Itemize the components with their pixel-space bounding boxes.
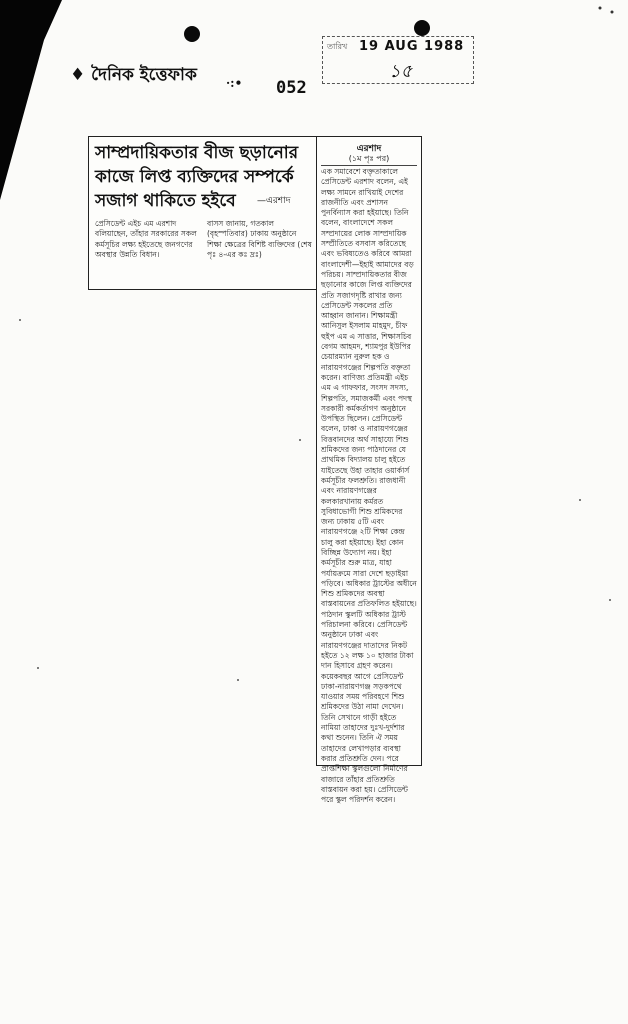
headline: সাম্প্রদায়িকতার বীজ ছড়ানোর কাজে লিপ্ত ব্যক্তিদের সম্পর্কে সজাগ থাকিতে হইবে bbox=[95, 143, 299, 211]
folio-number-text: 052 bbox=[276, 78, 307, 98]
left-column-2: বাসস জানায়, গতকাল (বৃহস্পতিবার) ঢাকায় অনুষ্ঠানে শিক্ষা ক্ষেত্রের বিশিষ্ট ব্যক্তিদের (শেষ পৃঃ ৪-এর কঃ দ্রঃ) bbox=[207, 219, 312, 259]
newspaper-name-text: দৈনিক ইত্তেফাক bbox=[91, 65, 197, 85]
left-column-1: প্রেসিডেন্ট এইচ এম এরশাদ বলিয়াছেন, তাঁহার সরকারের সকল কর্মসূচির লক্ষ্য হইতেছে জনগণের অবস্থার উন্নতি বিধান। bbox=[95, 219, 197, 259]
bullet-mark-icon: ♦ bbox=[70, 65, 92, 85]
handwritten-page-mark: ১৫ bbox=[389, 61, 413, 82]
stamp-date: 19 AUG 1988 bbox=[359, 39, 465, 54]
byline: —এরশাদ bbox=[257, 196, 291, 206]
stamp-label: তারিখ bbox=[327, 42, 348, 51]
continued-from-label: (১ম পৃঃ পর) bbox=[348, 154, 390, 163]
continuation-body: এক সমাবেশে বক্তৃতাকালে প্রেসিডেন্ট এরশাদ বলেন, এই লক্ষ্য সামনে রাখিয়াই দেশের রাজনীতি এবং প্রশাসন পুনর্বিন্যাস করা হইয়াছে। তিনি বলেন, বাংলাদেশে সকল সম্প্রদায়ের লোক সাম্প্রদায়িক সম্প্রীতিতে বসবাস করিতেছে এবং ভবিষ্যতেও করিবে আমরা বাংলাদেশী—ইহাই আমাদের বড় পরিচয়। সাম্প্রদায়িকতার বীজ ছড়ানোর কাজে লিপ্ত ব্যক্তিদের প্রতি সজাগদৃষ্টি রাখার জন্য প্রেসিডেন্ট সকলের প্রতি আহ্বান জানান। শিক্ষামন্ত্রী আনিসুল ইসলাম মাহমুদ, চীফ হুইপ এম এ সাত্তার, শিক্ষাসচিব বেগম আহমদ, শ্যামপুর ইউপির চেয়ারম্যান নুরুল হক ও নারায়ণগঞ্জের শিল্পপতি বক্তৃতা করেন। বাণিজ্য প্রতিমন্ত্রী এইচ এম এ গাফফার, সংসদ সদস্য, শিল্পপতি, সমাজকর্মী এবং পদস্থ সরকারী কর্মকর্তাগণ অনুষ্ঠানে উপস্থিত ছিলেন। প্রেসিডেন্ট বলেন, ঢাকা ও নারায়ণগঞ্জের বিত্তবানদের অর্থ সাহায্যে শিশু শ্রমিকদের জন্য পাঠদানের যে প্রাথমিক বিদ্যালয় চালু হইতে যাইতেছে উহা তাহার ওয়ার্কার্স কর্মসূচীর ফলশ্রুতি। রাজধানী এবং নারায়ণগঞ্জের কলকারখানায় কর্মরত সুবিধাভোগী শিশু শ্রমিকদের জন্য ঢাকায় ৫টি এবং নারায়ণগঞ্জে ২টি শিক্ষা কেন্দ্র চালু করা হইয়াছে। ইহা কোন বিচ্ছিন্ন উদ্যোগ নয়। ইহা কর্মসূচীর শুরু মাত্র, যাহা পর্যায়ক্রমে সারা দেশে ছড়াইয়া পড়িবে। অধিকার ট্রাস্টের অধীনে শিশু শ্রমিকদের অবস্থা বাস্তবায়নের প্রতিফলিত হইয়াছে। পাঠদান স্কুলটি অধিকার ট্রাস্ট পরিচালনা করিবে। প্রেসিডেন্ট অনুষ্ঠানে ঢাকা এবং নারায়ণগঞ্জের দাতাদের নিকট হইতে ১২ লক্ষ ১০ হাজার টাকা দান হিসাবে গ্রহণ করেন। কয়েকবছর আগে প্রেসিডেন্ট ঢাকা-নারায়ণগঞ্জ সড়কপথে যাওয়ার সময় পরিবহণে শিশু শ্রমিকদের উঠা নামা দেখেন। তিনি সেখানে গাড়ী হইতে নামিয়া তাহাদের দুঃখ-দুর্দশার কথা শুনেন। তিনি ঐ সময় তাহাদের লেখাপড়ার ব্যবস্থা করার প্রতিশ্রুতি দেন। পরে প্রাপ্তশিক্ষা স্কুলগুলো নির্মাণের বাজারে তাঁহার প্রতিশ্রুতি বাস্তবায়ন করা হয়। প্রেসিডেন্ট পরে স্কুল পরিদর্শন করেন। bbox=[321, 167, 417, 805]
dots-mark-icon: ·:• bbox=[226, 76, 243, 90]
continuation-heading: এরশাদ bbox=[356, 144, 382, 154]
